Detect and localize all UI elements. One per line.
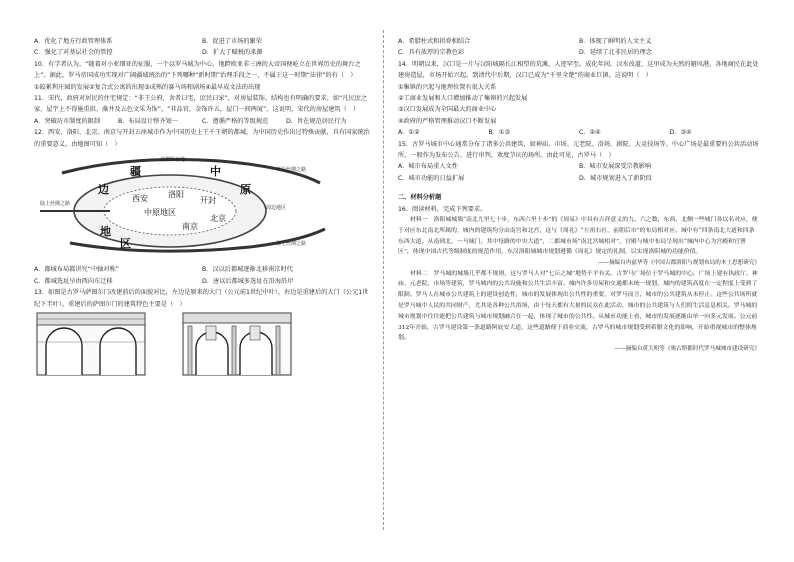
q15-option-b: B．城市发展深受宗教影响 bbox=[579, 163, 652, 171]
q12-option-b: B．汉以后都城逐渐北移南京时代 bbox=[202, 266, 293, 274]
q13-options-row1 bbox=[398, 36, 760, 47]
q11-option-a: A．突破坊市制度的限制 bbox=[34, 117, 101, 125]
q10-stem: 10．有学者认为，“随着对小亚细亚的征服，一个以罗马城为中心、地跨欧亚非三洲的大帝国便屹立在世界历史的舞台之上”。据此，罗马帝国成功实现对广阔疆域统治的“下列哪种“新时期”治理手段之一，不属于这一时期“法律”的有（ ） bbox=[34, 60, 361, 80]
q9-option-a: A．优化了地方行政管理体系 bbox=[34, 38, 113, 45]
q13-option-b: B．体现了鲜明的人文主义 bbox=[579, 38, 652, 45]
q10-items: ①皎累利庄园的发展②复合式公寓的出现③成熟的赛马场和剧场④最早成文法的出现 bbox=[34, 83, 261, 91]
q15-option-a: A．城市布局重人文性 bbox=[398, 163, 458, 171]
q15-option-c: C．城市功能的日益扩展 bbox=[398, 174, 465, 182]
q11-stem: 11．宋代，政府对居民的住宅规定：“非王公府，舍者曰宅，庶民曰家”，对房屋装饰、结构也有明确的要求，如“凡民庶之家，屋宇上不得施重拱、藻井及五色文采为饰”。“非品官，金饰许五，屋门一间两厦”。这说明，宋代的房屋建筑（ ） bbox=[34, 95, 368, 114]
q14-option-a: A．①② bbox=[398, 129, 420, 137]
q9-option-c: C．强化了对基层社会的管控 bbox=[34, 49, 113, 57]
material-1-source: ——摘编自冉兹华等《中国古都洛阳与规划布局的本土思想研究》 bbox=[597, 260, 760, 267]
q14-stem: 14．明朝以来，汉口是一片与汉阳城隔长江相望的荒滩，人迹罕至。成化年间，汉水改道，这里成为天然的避风港。各地商民在此处建房造屋，市场开始兴起。到清代中后期，汉口已成为“千里全楚”的商业巨镇。这说明（ ） bbox=[398, 60, 759, 80]
q13-option-a: A．希腊柱式和拱券相结合 bbox=[398, 38, 471, 45]
map-city-1: 西安 bbox=[132, 194, 148, 204]
map-tag-grassland: 草原丝绸之路 bbox=[276, 167, 307, 174]
map-tag-capital: 首都所在地 bbox=[160, 157, 186, 164]
q12-options-row1 bbox=[34, 264, 370, 275]
q13-options-row2 bbox=[398, 47, 760, 58]
q16-stem: 16．阅读材料，完成下列要求。 bbox=[398, 205, 487, 213]
map-outer-label-2: 疆 bbox=[130, 165, 141, 179]
material-2-source: ——摘编自黄大明等《奥古斯都时代罗马城城市建设研究》 bbox=[614, 346, 760, 353]
map-city-4: 北京 bbox=[210, 214, 226, 224]
q13-option-d: D．延续了北非民居的理念 bbox=[579, 49, 652, 57]
map-city-3: 开封 bbox=[200, 196, 216, 206]
right-column bbox=[398, 36, 760, 355]
q11-option-b: B．布局设计整齐划一 bbox=[118, 117, 178, 125]
q9-option-b: B．促进了市场的繁荣 bbox=[202, 38, 262, 45]
gate-after-image bbox=[182, 312, 292, 376]
map-city-2: 洛阳 bbox=[168, 190, 184, 200]
q12-option-d: D．唐以后都城多选址在沿海沿岸 bbox=[202, 277, 294, 285]
q14-item-1: ①集镇的兴起与地理位置有很大关系 bbox=[398, 83, 497, 91]
map-city-5: 南京 bbox=[182, 222, 198, 232]
q13-option-c: C．具有浓厚的宗教色彩 bbox=[398, 49, 465, 57]
q14-option-b: B．①③ bbox=[488, 129, 511, 137]
q9-option-d: D．扩大了赋税的来源 bbox=[202, 49, 263, 57]
map-center-label: 中原地区 bbox=[144, 208, 176, 218]
map-outer-label-3: 中 bbox=[210, 165, 221, 179]
q9-options-row1 bbox=[34, 36, 370, 47]
map-outer-label-5: 地 bbox=[100, 225, 111, 239]
q14-option-c: C．②④ bbox=[579, 129, 601, 137]
q14-item-3: ③汉口发展成为全国最大的商业中心 bbox=[398, 106, 497, 114]
map-outer-label-6: 区 bbox=[120, 237, 131, 251]
q13-stem: 13．如图是古罗马萨图尔门改建前后的面貌对比，左边是原来的大门（公元前1世纪中叶），右边是重建后的大门（公元1世纪下半叶）。重建后的萨图尔门的建筑特色主要是（ ） bbox=[34, 289, 369, 308]
material-2: 材料二 罗马城的城墙几乎都不规则，这与罗马人对“七丘之城”地势不平有关。古罗马广场位于罗马城的中心，广场上建有执政厅、神庙、元老院、市场等建筑，罗马城内的公共设施和公共生活丰富。城内许多房屋和交通都未统一规划，城内的建筑高度在一定程度上受到了限制。罗马人在城市公共建筑上的建设创造性，城市的发展体现出公共性的重要，对罗马而言，城市的公共建筑从未停止。这些公共场所就是罗马城中人民的共同财产，尤其是各种公共浴场，由于每天都有大量的民众在此活动，城市的公共建筑与人们的生活息息相关。罗马城的城市规划中往往能把公共建筑与城市规划融合在一起，体现了城市的公共性。从城市功能上看，城市的发展逐渐由单一向多元发展。公元前312年开始，古罗马建设第一条道路阿庇安大道，这些道路便于商业交流，古罗马的城市规划受到希腊文化的影响，开始重视城市的整体规划。 bbox=[398, 270, 758, 342]
section-title: 二、材料分析题 bbox=[398, 194, 442, 202]
column-divider bbox=[383, 30, 384, 530]
map-outer-label-1: 边 bbox=[98, 183, 109, 197]
q12-stem: 12．西安、洛阳、北京、南京与开封五座城市作为中国历史上王千王朝的都城，为中国历史作出过特殊贡献，具有国家统治的重要意义。由地图可知（ ） bbox=[34, 129, 370, 148]
q14-item-2: ②工商业发展和人口增加推动了集镇的兴起发展 bbox=[398, 95, 528, 103]
map-tag-sea: 海上丝绸之路 bbox=[276, 241, 307, 248]
q14-item-4: ④政府的严格管理推动汉口不断发展 bbox=[398, 117, 497, 125]
left-column bbox=[34, 36, 370, 376]
gate-before-image bbox=[36, 312, 146, 376]
q11-option-d: D．旨在规范居民行为 bbox=[286, 117, 347, 125]
q11-option-c: C．遵循严格的等级规范 bbox=[202, 117, 269, 125]
q9-options-row2 bbox=[34, 47, 370, 58]
map-tag-periphery: 周边地区 bbox=[266, 205, 287, 212]
q14-option-d: D．③④ bbox=[669, 129, 692, 137]
q12-option-a: A．都城布局都讲究“中轴对称” bbox=[34, 266, 119, 274]
q12-option-c: C．都城选址呈由西向东迁移 bbox=[34, 277, 113, 285]
q12-options-row2 bbox=[34, 276, 370, 287]
material-1: 材料一 洛阳城城墙“南北九里七十步，东西六里十步”的《周易》中具有吉祥意义的九、六之数，东西、北侧一些城门各以名对应，便于对应东北南北所属的，城内的建筑均分由南宫和北宫，这与《周礼》“左祖右社，前朝后市”的布局相对应。城中有“四条南北大道和四条东西大道，从南到北，一马城门，其中每路的中央大道”，二都城市场“南北宫城相对”，宫殿与城中布局呈现出“城内中心为宫殿和官署区”，体现中国古代等级制度的规范作用，东汉洛阳城城市规划遵循《周礼》规定的礼制，以实现洛阳城的功能价值。 bbox=[398, 217, 758, 256]
q15-stem: 15．古罗马城市中心通常分布了诸多公共建筑，如神庙、市场、元老院、浴场、剧院、大竞技场等。中心广场是最重要的公共活动场所，一般作为发布公告、进行审判、欢度节庆的场所。由此可见，古罗马（ ） bbox=[398, 140, 759, 160]
q11-options bbox=[34, 116, 370, 127]
q15-option-d: D．城市规划进入了新阶段 bbox=[579, 174, 652, 182]
map-tag-land: 陆上丝绸之路 bbox=[40, 201, 71, 208]
q15-options-row1 bbox=[398, 161, 760, 172]
q14-options bbox=[398, 127, 760, 138]
capitals-map bbox=[40, 153, 340, 257]
q15-options-row2 bbox=[398, 173, 760, 184]
gate-images bbox=[36, 312, 370, 376]
map-outer-label-4: 原 bbox=[240, 183, 251, 197]
